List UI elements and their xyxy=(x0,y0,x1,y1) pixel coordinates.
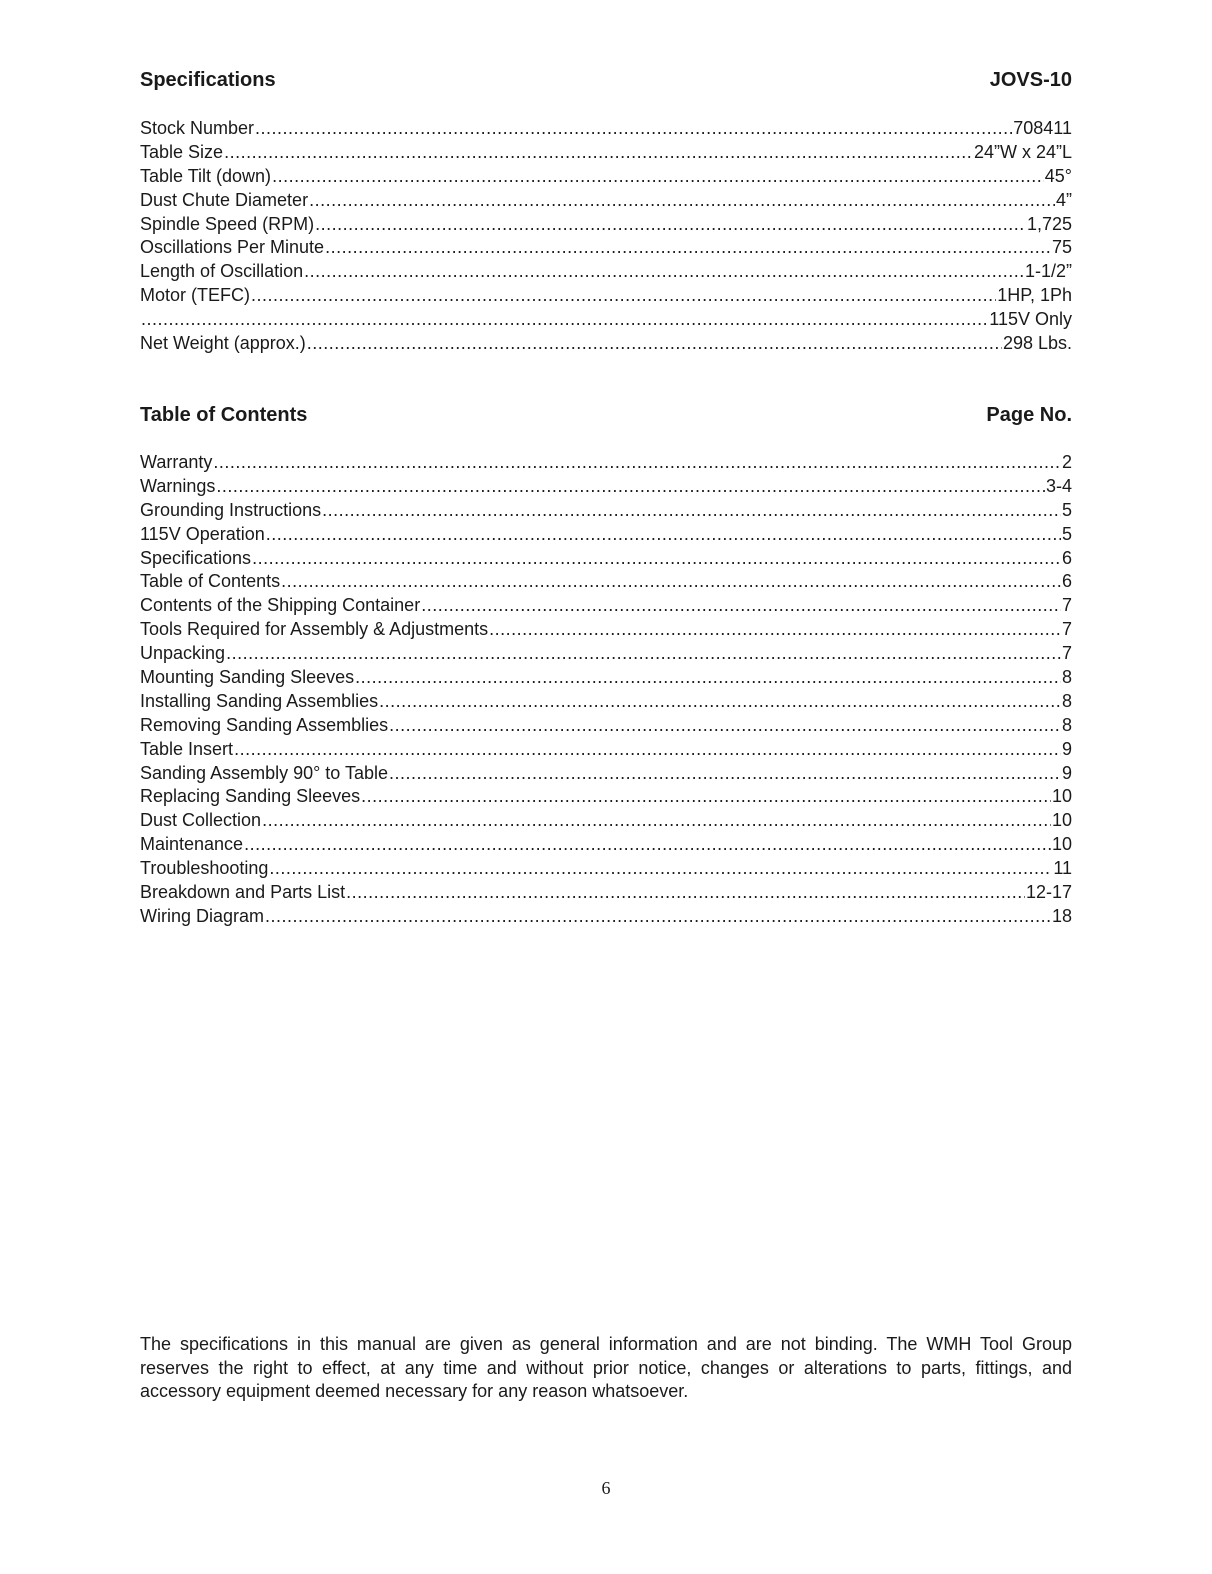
spec-row xyxy=(140,332,1072,356)
toc-label: Grounding Instructions xyxy=(140,499,322,520)
dot-leader xyxy=(255,117,1012,141)
toc-row xyxy=(140,594,1072,618)
dot-leader xyxy=(322,499,1061,523)
spec-label: Dust Chute Diameter xyxy=(140,189,309,210)
dot-leader xyxy=(272,165,1044,189)
spec-row xyxy=(140,284,1072,308)
specifications-list xyxy=(140,117,1072,356)
dot-leader xyxy=(251,284,996,308)
toc-row xyxy=(140,642,1072,666)
spec-value: 1-1/2” xyxy=(1024,261,1072,282)
toc-page: 7 xyxy=(1061,595,1072,616)
dot-leader xyxy=(252,547,1061,571)
toc-list xyxy=(140,451,1072,929)
toc-label: Troubleshooting xyxy=(140,858,269,879)
dot-leader xyxy=(266,523,1061,547)
toc-label: Breakdown and Parts List xyxy=(140,882,346,903)
toc-page: 7 xyxy=(1061,643,1072,664)
dot-leader xyxy=(309,189,1055,213)
toc-label: Wiring Diagram xyxy=(140,905,265,926)
toc-page: 11 xyxy=(1053,858,1072,879)
toc-heading: Table of Contents xyxy=(140,404,308,426)
toc-page: 10 xyxy=(1051,786,1072,807)
toc-page: 18 xyxy=(1051,905,1072,926)
dot-leader xyxy=(325,236,1051,260)
toc-row xyxy=(140,714,1072,738)
toc-row xyxy=(140,570,1072,594)
toc-row xyxy=(140,738,1072,762)
specifications-heading: Specifications xyxy=(140,69,276,91)
dot-leader xyxy=(307,332,1002,356)
toc-row xyxy=(140,666,1072,690)
spec-row xyxy=(140,117,1072,141)
dot-leader xyxy=(389,714,1061,738)
toc-row xyxy=(140,905,1072,929)
toc-label: 115V Operation xyxy=(140,523,265,544)
dot-leader xyxy=(224,141,973,165)
dot-leader xyxy=(361,785,1051,809)
dot-leader xyxy=(216,475,1045,499)
toc-label: Sanding Assembly 90° to Table xyxy=(140,762,389,783)
toc-label: Tools Required for Assembly & Adjustments xyxy=(140,619,489,640)
dot-leader xyxy=(346,881,1025,905)
spec-value: 1HP, 1Ph xyxy=(997,285,1072,306)
toc-row xyxy=(140,785,1072,809)
spec-row xyxy=(140,141,1072,165)
toc-header xyxy=(140,403,1072,427)
toc-row xyxy=(140,618,1072,642)
toc-row xyxy=(140,499,1072,523)
spec-value: 298 Lbs. xyxy=(1002,333,1072,354)
spec-row xyxy=(140,236,1072,260)
dot-leader xyxy=(304,260,1024,284)
toc-page: 8 xyxy=(1061,714,1072,735)
spec-row xyxy=(140,165,1072,189)
toc-page: 8 xyxy=(1061,667,1072,688)
toc-label: Contents of the Shipping Container xyxy=(140,595,421,616)
manual-page xyxy=(140,0,1072,1574)
toc-page: 5 xyxy=(1061,523,1072,544)
spec-row xyxy=(140,260,1072,284)
spec-label: Net Weight (approx.) xyxy=(140,333,306,354)
dot-leader xyxy=(226,642,1061,666)
spec-value: 75 xyxy=(1051,237,1072,258)
toc-label: Dust Collection xyxy=(140,810,262,831)
dot-leader xyxy=(489,618,1061,642)
toc-page: 8 xyxy=(1061,690,1072,711)
spec-value: 708411 xyxy=(1013,118,1072,138)
toc-row xyxy=(140,833,1072,857)
dot-leader xyxy=(141,308,988,332)
toc-row xyxy=(140,857,1072,881)
spec-label: Length of Oscillation xyxy=(140,261,304,282)
toc-page: 12-17 xyxy=(1025,882,1072,903)
dot-leader xyxy=(379,690,1061,714)
spec-value: 24”W x 24”L xyxy=(973,141,1072,162)
toc-label: Warnings xyxy=(140,475,216,496)
toc-label: Maintenance xyxy=(140,834,244,855)
dot-leader xyxy=(244,833,1051,857)
spec-label: Motor (TEFC) xyxy=(140,285,250,306)
spec-row xyxy=(140,308,1072,332)
toc-label: Table Insert xyxy=(140,738,234,759)
toc-row xyxy=(140,451,1072,475)
toc-page: 9 xyxy=(1061,738,1072,759)
model-number: JOVS-10 xyxy=(989,69,1072,91)
toc-page: 9 xyxy=(1061,762,1072,783)
toc-page: 10 xyxy=(1051,810,1072,831)
spec-label: Table Size xyxy=(140,141,224,162)
toc-label: Unpacking xyxy=(140,643,226,664)
dot-leader xyxy=(315,213,1026,237)
spec-label: Spindle Speed (RPM) xyxy=(140,213,315,234)
spec-value: 1,725 xyxy=(1026,213,1072,234)
spec-value: 115V Only xyxy=(989,309,1072,330)
spec-row xyxy=(140,189,1072,213)
spec-row xyxy=(140,213,1072,237)
toc-row xyxy=(140,523,1072,547)
toc-page: 5 xyxy=(1061,499,1072,520)
dot-leader xyxy=(262,809,1051,833)
page-number: 6 xyxy=(601,1478,611,1498)
toc-page-heading: Page No. xyxy=(986,404,1072,426)
dot-leader xyxy=(389,762,1061,786)
dot-leader xyxy=(281,570,1061,594)
spec-label: Stock Number xyxy=(140,118,255,138)
toc-row xyxy=(140,762,1072,786)
toc-label: Warranty xyxy=(140,452,213,472)
dot-leader xyxy=(265,905,1051,929)
toc-page: 6 xyxy=(1061,547,1072,568)
toc-page: 7 xyxy=(1061,619,1072,640)
toc-label: Replacing Sanding Sleeves xyxy=(140,786,361,807)
spec-value: 45° xyxy=(1044,165,1072,186)
toc-page: 2 xyxy=(1061,452,1072,472)
dot-leader xyxy=(355,666,1061,690)
specifications-header xyxy=(140,68,1072,92)
dot-leader xyxy=(421,594,1061,618)
toc-label: Specifications xyxy=(140,547,252,568)
dot-leader xyxy=(213,451,1061,475)
spec-label: Oscillations Per Minute xyxy=(140,237,325,258)
toc-page: 10 xyxy=(1051,834,1072,855)
toc-row xyxy=(140,881,1072,905)
toc-label: Table of Contents xyxy=(140,571,281,592)
toc-row xyxy=(140,475,1072,499)
toc-row xyxy=(140,547,1072,571)
toc-row xyxy=(140,690,1072,714)
toc-label: Installing Sanding Assemblies xyxy=(140,690,379,711)
disclaimer-paragraph: The specifications in this manual are given as general information and are not binding. The WMH Tool Group reserves the right to effect, at any time and without prior notice, changes or alterations to parts, fittings, and accessory equipment deemed necessary for any reason whatsoever. xyxy=(140,1334,1072,1401)
toc-label: Mounting Sanding Sleeves xyxy=(140,667,355,688)
toc-label: Removing Sanding Assemblies xyxy=(140,714,389,735)
toc-page: 6 xyxy=(1061,571,1072,592)
toc-row xyxy=(140,809,1072,833)
dot-leader xyxy=(269,857,1052,881)
spec-value: 4” xyxy=(1055,189,1072,210)
dot-leader xyxy=(234,738,1061,762)
toc-page: 3-4 xyxy=(1045,475,1072,496)
spec-label: Table Tilt (down) xyxy=(140,165,272,186)
